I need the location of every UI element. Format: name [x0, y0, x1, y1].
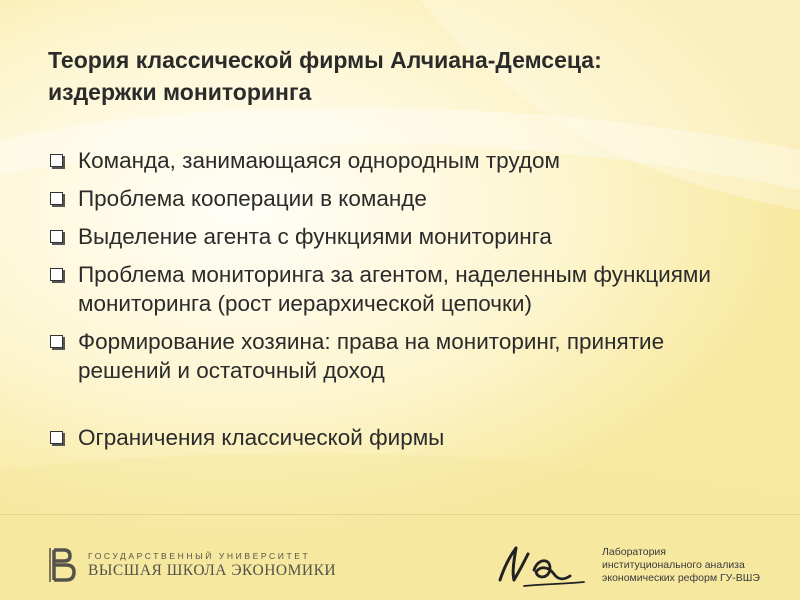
- checkbox-bullet-icon: [50, 230, 63, 243]
- bullet-text: Проблема кооперации в команде: [78, 186, 427, 211]
- slide-title: [48, 44, 748, 108]
- checkbox-bullet-icon: [50, 268, 63, 281]
- lab-logo-icon: [494, 540, 586, 590]
- bullet-item: [48, 327, 748, 385]
- hse-logo: [48, 546, 336, 584]
- university-name-line1: ГОСУДАРСТВЕННЫЙ УНИВЕРСИТЕТ: [88, 551, 311, 561]
- bullet-text: Ограничения классической фирмы: [78, 425, 445, 450]
- checkbox-bullet-icon: [50, 192, 63, 205]
- bullet-item: [48, 184, 748, 213]
- bullet-text: Формирование хозяина: права на мониторинг, принятие решений и остаточный доход: [78, 329, 665, 383]
- footer-divider: [0, 514, 800, 515]
- hse-emblem-icon: [48, 546, 80, 584]
- lab-name-line: экономических реформ ГУ-ВШЭ: [602, 572, 760, 584]
- bullet-item: [48, 260, 748, 318]
- slide-title-line: Теория классической фирмы Алчиана-Демсеца:: [48, 47, 602, 73]
- checkbox-bullet-icon: [50, 431, 63, 444]
- lab-name-line: институционального анализа: [602, 559, 745, 571]
- bullet-text: Выделение агента с функциями мониторинга: [78, 224, 552, 249]
- checkbox-bullet-icon: [50, 335, 63, 348]
- bullet-item: [48, 222, 748, 251]
- bullet-text: Проблема мониторинга за агентом, наделенным функциями мониторинга (рост иерархической цепочки): [78, 262, 711, 316]
- lab-name-line: Лаборатория: [602, 546, 666, 558]
- checkbox-bullet-icon: [50, 154, 63, 167]
- university-name-line2: ВЫСШАЯ ШКОЛА ЭКОНОМИКИ: [88, 562, 337, 579]
- bullet-list: [48, 146, 748, 461]
- bullet-text: Команда, занимающаяся однородным трудом: [78, 148, 560, 173]
- slide-title-line: издержки мониторинга: [48, 79, 312, 105]
- bullet-item: [48, 423, 748, 452]
- bullet-item: [48, 146, 748, 175]
- lab-name: [602, 546, 792, 585]
